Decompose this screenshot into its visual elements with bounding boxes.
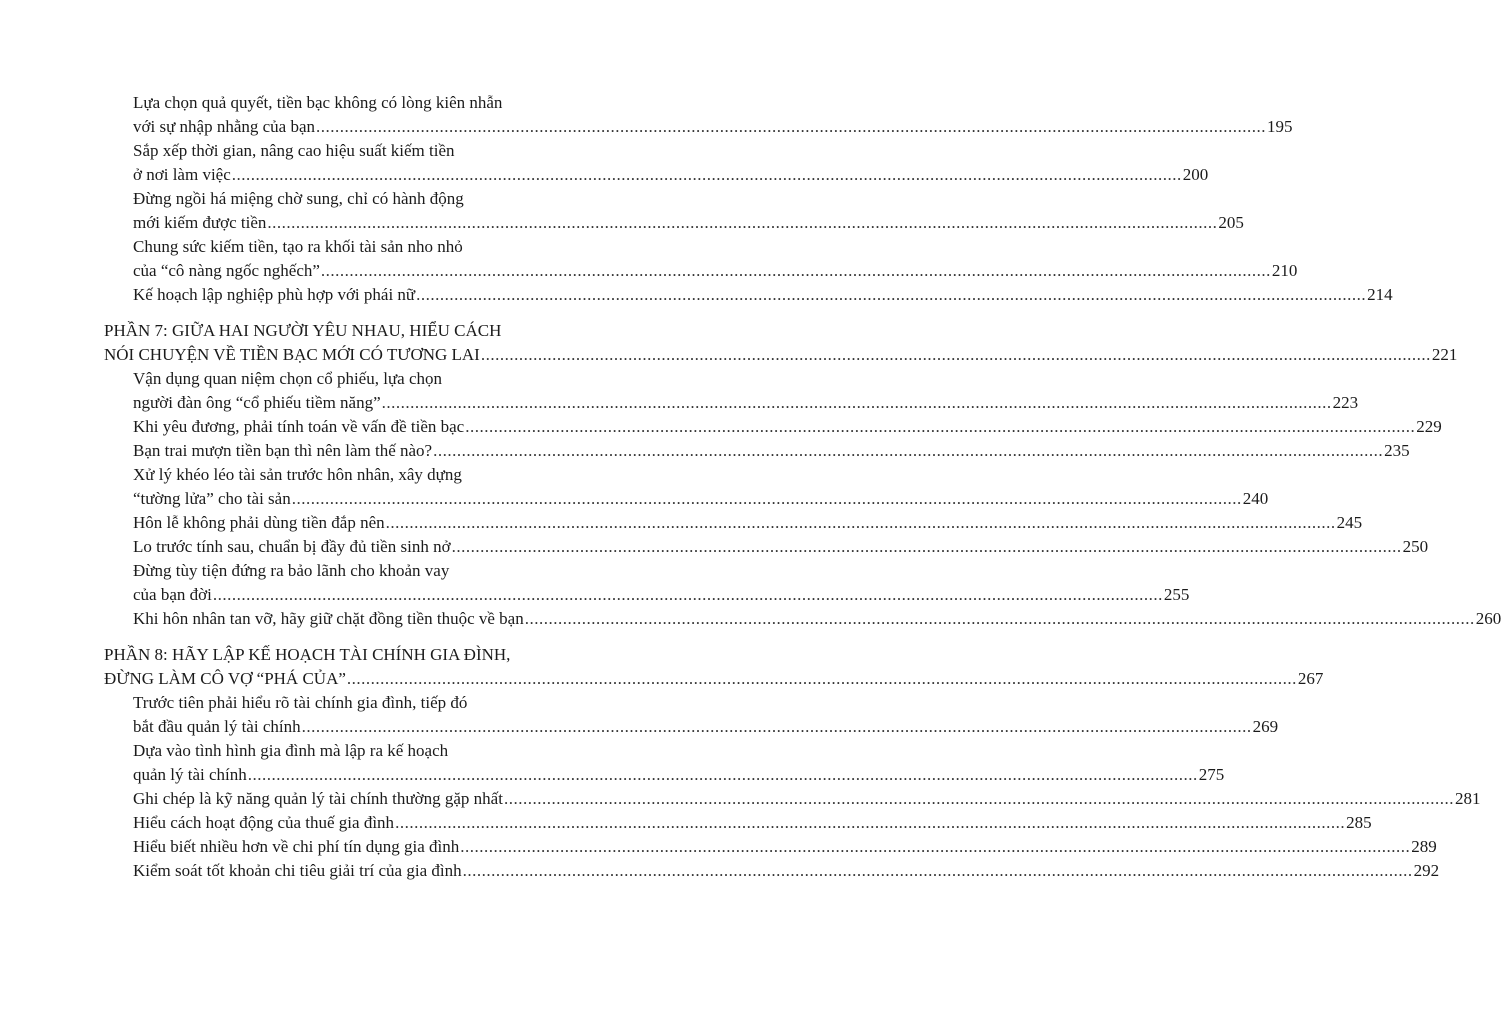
toc-entry-line — [0, 439, 1410, 463]
page-number: 292 — [1413, 861, 1440, 880]
entry-title: Trước tiên phải hiểu rõ tài chính gia đình, tiếp đó — [133, 693, 468, 712]
toc-entry-line — [0, 583, 1190, 607]
section-gap — [0, 307, 696, 319]
part-title: NÓI CHUYỆN VỀ TIỀN BẠC MỚI CÓ TƯƠNG LAI — [104, 345, 480, 364]
dot-leader: ........................................................................................................................................................................................................ — [503, 789, 1454, 808]
entry-title: Xử lý khéo léo tài sản trước hôn nhân, xây dựng — [133, 465, 462, 484]
page-number: 221 — [1431, 345, 1458, 364]
toc-part-heading-line — [0, 319, 696, 343]
toc-entry-line — [0, 763, 1225, 787]
entry-title: Lo trước tính sau, chuẩn bị đầy đủ tiền sinh nở — [133, 537, 451, 556]
dot-leader: ........................................................................................................................................................................................................ — [267, 213, 1218, 232]
toc-entry-line — [0, 115, 1293, 139]
toc-entry-line — [0, 691, 696, 715]
dot-leader: ........................................................................................................................................................................................................ — [465, 417, 1416, 436]
page-number: 214 — [1367, 285, 1393, 304]
page-number: 200 — [1182, 165, 1209, 184]
toc-entry-line — [0, 835, 1437, 859]
page-number: 260 — [1475, 609, 1501, 628]
toc-entry-line — [0, 139, 696, 163]
toc-entry-line — [0, 91, 696, 115]
dot-leader: ........................................................................................................................................................................................................ — [416, 285, 1367, 304]
page-number: 255 — [1163, 585, 1190, 604]
entry-title: Đừng ngồi há miệng chờ sung, chỉ có hành động — [133, 189, 464, 208]
toc-entry-line — [0, 535, 1429, 559]
toc-entry-line — [0, 559, 696, 583]
toc-entry-line — [0, 811, 1372, 835]
entry-title: của “cô nàng ngốc nghếch” — [133, 261, 320, 280]
dot-leader: ........................................................................................................................................................................................................ — [524, 609, 1475, 628]
entry-title: người đàn ông “cổ phiếu tiềm năng” — [133, 393, 381, 412]
dot-leader: ........................................................................................................................................................................................................ — [462, 861, 1413, 880]
page-number: 210 — [1271, 261, 1298, 280]
entry-title: quản lý tài chính — [133, 765, 247, 784]
toc-entry-line — [0, 391, 1359, 415]
dot-leader: ........................................................................................................................................................................................................ — [346, 669, 1297, 688]
entry-title: ở nơi làm việc — [133, 165, 231, 184]
toc-part-heading-line — [0, 667, 1324, 691]
entry-title: Kiểm soát tốt khoản chi tiêu giải trí của gia đình — [133, 861, 462, 880]
entry-title: bắt đầu quản lý tài chính — [133, 717, 301, 736]
dot-leader: ........................................................................................................................................................................................................ — [316, 117, 1267, 136]
toc-entry-line — [0, 463, 696, 487]
part-title: ĐỪNG LÀM CÔ VỢ “PHÁ CỦA” — [104, 669, 346, 688]
page-number: 281 — [1454, 789, 1481, 808]
dot-leader: ........................................................................................................................................................................................................ — [460, 837, 1411, 856]
page-number: 275 — [1198, 765, 1225, 784]
dot-leader: ........................................................................................................................................................................................................ — [231, 165, 1182, 184]
entry-title: Hiểu biết nhiều hơn về chi phí tín dụng gia đình — [133, 837, 460, 856]
entry-title: mới kiếm được tiền — [133, 213, 267, 232]
dot-leader: ........................................................................................................................................................................................................ — [451, 537, 1402, 556]
entry-title: “tường lửa” cho tài sản — [133, 489, 291, 508]
dot-leader: ........................................................................................................................................................................................................ — [433, 441, 1384, 460]
toc-entry-line — [0, 739, 696, 763]
page-number: 229 — [1416, 417, 1442, 436]
toc-entry-line — [0, 487, 1269, 511]
dot-leader: ........................................................................................................................................................................................................ — [301, 717, 1252, 736]
toc-entry-line — [0, 283, 1393, 307]
toc-part-heading-line — [0, 343, 1458, 367]
dot-leader: ........................................................................................................................................................................................................ — [212, 585, 1163, 604]
page-number: 240 — [1242, 489, 1269, 508]
page-number: 269 — [1252, 717, 1279, 736]
page-number: 235 — [1384, 441, 1410, 460]
toc-part-heading-line — [0, 643, 696, 667]
entry-title: của bạn đời — [133, 585, 212, 604]
toc-entry-line — [0, 259, 1298, 283]
entry-title: Khi yêu đương, phải tính toán về vấn đề tiền bạc — [133, 417, 465, 436]
entry-title: Khi hôn nhân tan vỡ, hãy giữ chặt đồng tiền thuộc về bạn — [133, 609, 524, 628]
toc-entry-line — [0, 187, 696, 211]
toc-entry-line — [0, 235, 696, 259]
entry-title: Chung sức kiếm tiền, tạo ra khối tài sản nho nhỏ — [133, 237, 463, 256]
toc-entry-line — [0, 511, 1363, 535]
entry-title: Lựa chọn quả quyết, tiền bạc không có lòng kiên nhẫn — [133, 93, 503, 112]
page-number: 195 — [1267, 117, 1293, 136]
entry-title: Hôn lễ không phải dùng tiền đắp nên — [133, 513, 385, 532]
dot-leader: ........................................................................................................................................................................................................ — [291, 489, 1242, 508]
dot-leader: ........................................................................................................................................................................................................ — [385, 513, 1336, 532]
page-number: 250 — [1402, 537, 1429, 556]
page-number: 267 — [1297, 669, 1324, 688]
toc-entry-line — [0, 211, 1244, 235]
entry-title: Hiểu cách hoạt động của thuế gia đình — [133, 813, 395, 832]
page-number: 223 — [1332, 393, 1359, 412]
table-of-contents — [0, 91, 1501, 883]
toc-entry-line — [0, 607, 1501, 631]
page-number: 285 — [1346, 813, 1372, 832]
section-gap — [0, 631, 696, 643]
page-number: 289 — [1411, 837, 1437, 856]
part-title: PHẦN 8: HÃY LẬP KẾ HOẠCH TÀI CHÍNH GIA ĐÌNH, — [104, 645, 511, 664]
dot-leader: ........................................................................................................................................................................................................ — [320, 261, 1271, 280]
page-number: 205 — [1218, 213, 1244, 232]
entry-title: Bạn trai mượn tiền bạn thì nên làm thế nào? — [133, 441, 433, 460]
dot-leader: ........................................................................................................................................................................................................ — [247, 765, 1198, 784]
toc-entry-line — [0, 859, 1440, 883]
toc-entry-line — [0, 367, 696, 391]
dot-leader: ........................................................................................................................................................................................................ — [480, 345, 1431, 364]
toc-entry-line — [0, 715, 1279, 739]
entry-title: Ghi chép là kỹ năng quản lý tài chính thường gặp nhất — [133, 789, 503, 808]
part-title: PHẦN 7: GIỮA HAI NGƯỜI YÊU NHAU, HIỂU CÁCH — [104, 321, 502, 340]
entry-title: với sự nhập nhằng của bạn — [133, 117, 316, 136]
entry-title: Vận dụng quan niệm chọn cổ phiếu, lựa chọn — [133, 369, 442, 388]
entry-title: Sắp xếp thời gian, nâng cao hiệu suất kiếm tiền — [133, 141, 455, 160]
page-number: 245 — [1336, 513, 1363, 532]
entry-title: Kế hoạch lập nghiệp phù hợp với phái nữ — [133, 285, 416, 304]
entry-title: Đừng tùy tiện đứng ra bảo lãnh cho khoản vay — [133, 561, 450, 580]
dot-leader: ........................................................................................................................................................................................................ — [381, 393, 1332, 412]
toc-entry-line — [0, 787, 1481, 811]
dot-leader: ........................................................................................................................................................................................................ — [395, 813, 1346, 832]
toc-entry-line — [0, 415, 1442, 439]
toc-entry-line — [0, 163, 1209, 187]
entry-title: Dựa vào tình hình gia đình mà lập ra kế hoạch — [133, 741, 449, 760]
